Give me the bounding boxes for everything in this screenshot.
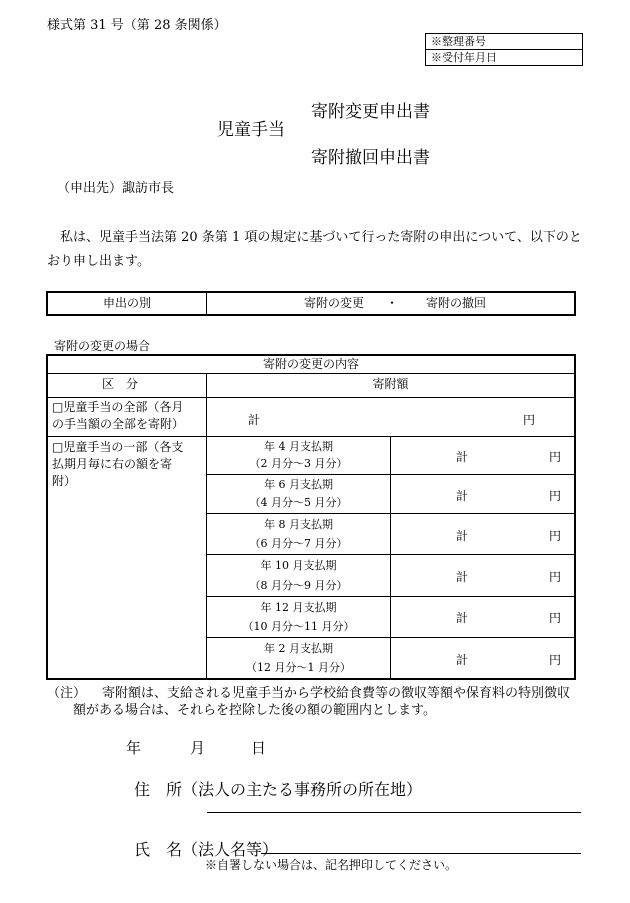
period-kei: 計 — [456, 489, 469, 503]
period-kei: 計 — [456, 570, 469, 584]
request-kind-label: 申出の別 — [48, 293, 207, 314]
table-header: 寄附の変更の内容 — [262, 357, 359, 371]
period-range: （6 月分～7 月分） — [249, 537, 348, 550]
title-change: 寄附変更申出書 — [311, 102, 430, 122]
period-month: 年 2 月支払期 — [264, 642, 333, 655]
signature-note: ※自署しない場合は、記名押印してください。 — [205, 858, 458, 872]
date-month: 月 — [190, 739, 206, 757]
name-line[interactable] — [261, 853, 581, 854]
period-kei: 計 — [456, 450, 469, 464]
period-month: 年 12 月支払期 — [260, 601, 337, 614]
row-part-line3: 附） — [52, 474, 77, 488]
option-withdraw[interactable]: 寄附の撤回 — [426, 296, 487, 310]
row-all-line2: の手当額の全部を寄附） — [52, 417, 185, 431]
address-line[interactable] — [207, 812, 581, 813]
request-kind-options — [207, 293, 574, 314]
row-all-kei: 計 — [248, 413, 261, 427]
date-day: 日 — [251, 739, 267, 757]
title-withdraw: 寄附撤回申出書 — [311, 148, 430, 168]
option-change[interactable]: 寄附の変更 — [304, 296, 365, 310]
period-range: （4 月分～5 月分） — [249, 496, 348, 509]
col-kubun: 区 分 — [102, 377, 139, 391]
period-yen: 円 — [549, 570, 562, 584]
period-range: （8 月分～9 月分） — [249, 579, 348, 592]
change-content-table — [46, 354, 576, 680]
row-all-line1[interactable]: □児童手当の全部（各月 — [52, 400, 184, 414]
period-yen: 円 — [549, 529, 562, 543]
intro-line-2: おり申し出ます。 — [47, 254, 150, 269]
period-range: （10 月分～11 月分） — [242, 620, 355, 633]
note-label: （注） — [47, 686, 87, 701]
row-part-line2: 払期月毎に右の額を寄 — [52, 457, 173, 471]
period-month: 年 6 月支払期 — [264, 478, 333, 491]
period-yen: 円 — [549, 653, 562, 667]
date-year: 年 — [126, 739, 142, 757]
period-kei: 計 — [456, 611, 469, 625]
title-prefix: 児童手当 — [217, 120, 285, 140]
note-line-2: 額がある場合は、それらを控除した後の額の範囲内とします。 — [73, 703, 436, 718]
row-all-yen: 円 — [523, 413, 536, 427]
request-kind-table — [46, 291, 576, 316]
col-amount: 寄附額 — [372, 377, 409, 391]
period-month: 年 8 月支払期 — [264, 518, 333, 531]
period-yen: 円 — [549, 450, 562, 464]
row-part-line1[interactable]: □児童手当の一部（各支 — [52, 440, 184, 454]
period-kei: 計 — [456, 653, 469, 667]
period-month: 年 4 月支払期 — [264, 440, 333, 453]
address-label: 住 所（法人の主たる事務所の所在地） — [134, 780, 423, 799]
option-separator: ・ — [386, 296, 399, 310]
intro-line-1: 私は、児童手当法第 20 条第 1 項の規定に基づいて行った寄附の申出について、以下のと — [60, 230, 582, 245]
period-yen: 円 — [549, 489, 562, 503]
note-line-1: 寄附額は、支給される児童手当から学校給食費等の徴収等額や保育料の特別徴収 — [102, 686, 571, 701]
seiri-number-field: ※整理番号 — [431, 35, 486, 48]
reception-box — [425, 33, 583, 66]
change-caption: 寄附の変更の場合 — [54, 339, 151, 353]
period-month: 年 10 月支払期 — [260, 559, 337, 572]
period-yen: 円 — [549, 611, 562, 625]
reception-date-field: ※受付年月日 — [426, 49, 582, 65]
name-label: 氏 名（法人名等） — [134, 840, 279, 859]
period-range: （12 月分～1 月分） — [246, 661, 351, 674]
form-number: 様式第 31 号（第 28 条関係） — [47, 18, 227, 33]
period-kei: 計 — [456, 529, 469, 543]
addressee: （申出先）諏訪市長 — [57, 181, 175, 196]
period-range: （2 月分～3 月分） — [249, 457, 348, 470]
